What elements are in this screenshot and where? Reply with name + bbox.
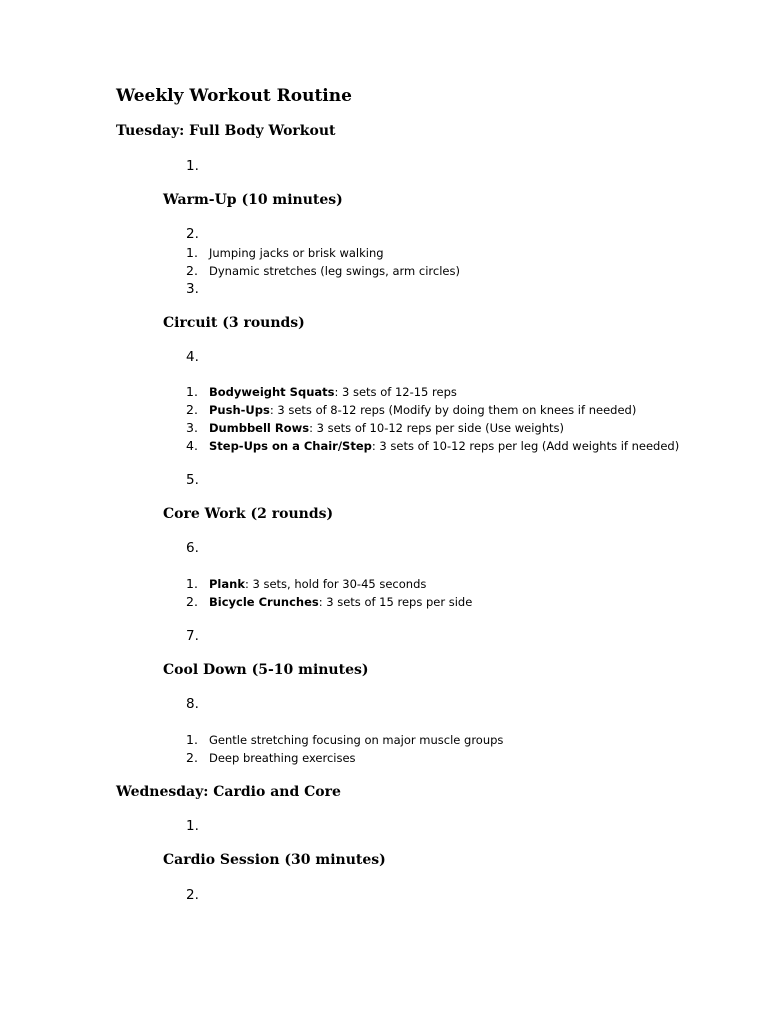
list-item-text: : 3 sets of 15 reps per side xyxy=(318,595,473,609)
list-item-text: Deep breathing exercises xyxy=(209,751,356,765)
document-title: Weekly Workout Routine xyxy=(116,86,352,106)
list-item-text: : 3 sets of 8-12 reps (Modify by doing them on knees if needed) xyxy=(269,403,637,417)
list-marker: 2. xyxy=(186,887,199,903)
list-item-term: Push-Ups xyxy=(209,403,270,417)
list-item-number: 3. xyxy=(186,420,198,435)
list-marker: 2. xyxy=(186,226,199,242)
section-heading-cardio-session: Cardio Session (30 minutes) xyxy=(163,852,386,868)
list-item-text: : 3 sets, hold for 30-45 seconds xyxy=(244,577,427,591)
list-item xyxy=(186,245,384,260)
list-item-text: : 3 sets of 12-15 reps xyxy=(334,385,457,399)
list-item-term: Step-Ups on a Chair/Step xyxy=(209,439,372,453)
list-item-text: Gentle stretching focusing on major muscle groups xyxy=(209,733,504,747)
list-marker: 1. xyxy=(186,158,199,174)
list-marker: 7. xyxy=(186,628,199,644)
list-marker: 8. xyxy=(186,696,199,712)
list-item-term: Bodyweight Squats xyxy=(209,385,335,399)
list-item xyxy=(186,420,564,435)
list-item-term: Bicycle Crunches xyxy=(209,595,319,609)
list-item xyxy=(186,732,503,747)
list-item xyxy=(186,594,472,609)
list-item-number: 2. xyxy=(186,594,198,609)
list-item-text: : 3 sets of 10-12 reps per side (Use weights) xyxy=(309,421,564,435)
list-item xyxy=(186,384,457,399)
section-heading-warm-up: Warm-Up (10 minutes) xyxy=(163,192,343,208)
day-heading-tuesday: Tuesday: Full Body Workout xyxy=(116,123,336,139)
list-marker: 6. xyxy=(186,540,199,556)
list-item xyxy=(186,263,460,278)
list-item-text: : 3 sets of 10-12 reps per leg (Add weights if needed) xyxy=(371,439,680,453)
list-item xyxy=(186,402,636,417)
list-marker: 1. xyxy=(186,818,199,834)
list-marker: 3. xyxy=(186,281,199,297)
list-item-term: Plank xyxy=(209,577,245,591)
day-heading-wednesday: Wednesday: Cardio and Core xyxy=(116,784,341,800)
list-item-number: 1. xyxy=(186,384,198,399)
list-item-number: 2. xyxy=(186,402,198,417)
list-item-text: Jumping jacks or brisk walking xyxy=(209,246,384,260)
section-heading-cool-down: Cool Down (5-10 minutes) xyxy=(163,662,369,678)
list-item-number: 2. xyxy=(186,263,198,278)
list-marker: 5. xyxy=(186,472,199,488)
section-heading-core-work: Core Work (2 rounds) xyxy=(163,506,334,522)
list-item xyxy=(186,576,426,591)
list-item xyxy=(186,750,356,765)
list-item-number: 1. xyxy=(186,732,198,747)
list-item-number: 1. xyxy=(186,245,198,260)
list-item-term: Dumbbell Rows xyxy=(209,421,310,435)
list-item-text: Dynamic stretches (leg swings, arm circles) xyxy=(209,264,460,278)
list-item-number: 4. xyxy=(186,438,198,453)
list-item xyxy=(186,438,679,453)
list-item-number: 2. xyxy=(186,750,198,765)
list-item-number: 1. xyxy=(186,576,198,591)
list-marker: 4. xyxy=(186,349,199,365)
section-heading-circuit: Circuit (3 rounds) xyxy=(163,315,305,331)
